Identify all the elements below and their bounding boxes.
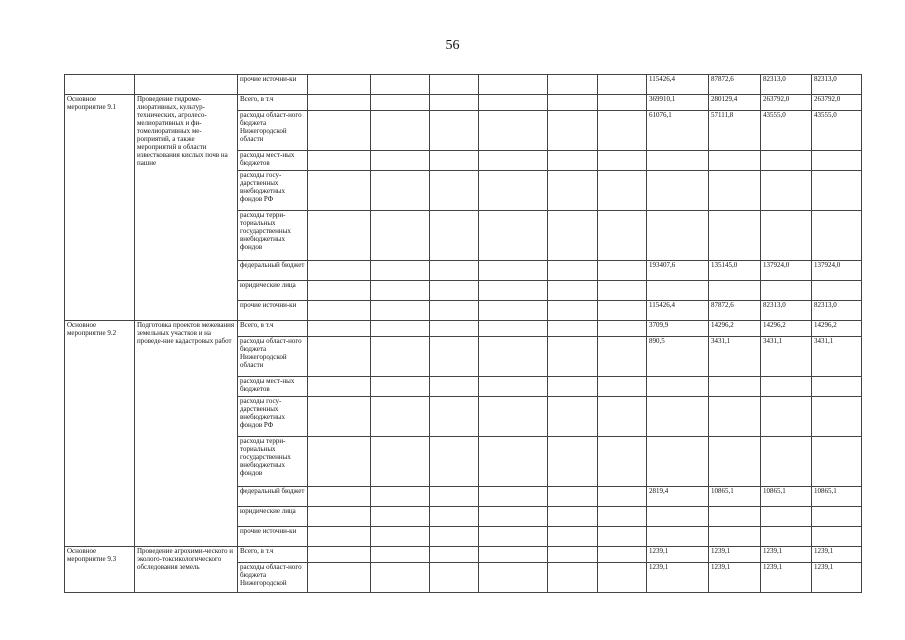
amount-cell — [761, 171, 812, 211]
empty-cell — [479, 151, 548, 171]
amount-cell: 115426,4 — [647, 75, 709, 95]
empty-cell — [479, 301, 548, 321]
empty-cell — [308, 171, 371, 211]
empty-cell — [598, 171, 647, 211]
amount-cell: 82313,0 — [761, 301, 812, 321]
amount-cell — [647, 527, 709, 547]
funding-source-cell: юридические лица — [238, 281, 308, 301]
amount-cell — [647, 437, 709, 487]
empty-cell — [548, 321, 598, 337]
empty-cell — [479, 95, 548, 111]
amount-cell: 10865,1 — [761, 487, 812, 507]
measure-description-cell: Проведение гидроме-лиоративных, культур-технических, агролесо-мелиоративных и фи-томелиоративных ме-роприятий, а также мероприятий в области известкования кислых почв на пашне — [135, 95, 238, 321]
empty-cell — [371, 321, 430, 337]
empty-cell — [598, 95, 647, 111]
empty-cell — [430, 437, 479, 487]
empty-cell — [548, 547, 598, 563]
amount-cell: 369910,1 — [647, 95, 709, 111]
empty-cell — [371, 337, 430, 377]
empty-cell — [548, 337, 598, 377]
amount-cell: 1239,1 — [761, 563, 812, 593]
empty-cell — [479, 397, 548, 437]
amount-cell: 57111,8 — [709, 111, 761, 151]
empty-cell — [548, 377, 598, 397]
empty-cell — [479, 547, 548, 563]
funding-source-cell: расходы мест-ных бюджетов — [238, 377, 308, 397]
empty-cell — [430, 321, 479, 337]
empty-cell — [308, 281, 371, 301]
amount-cell — [761, 211, 812, 261]
amount-cell — [647, 211, 709, 261]
empty-cell — [430, 487, 479, 507]
funding-source-cell: расходы област-ного бюджета Нижегородской области — [238, 337, 308, 377]
amount-cell: 1239,1 — [647, 547, 709, 563]
empty-cell — [479, 321, 548, 337]
empty-cell — [308, 507, 371, 527]
funding-source-cell: Всего, в т.ч — [238, 95, 308, 111]
amount-cell: 890,5 — [647, 337, 709, 377]
empty-cell — [479, 437, 548, 487]
empty-cell — [548, 563, 598, 593]
empty-cell — [479, 507, 548, 527]
amount-cell: 87872,6 — [709, 301, 761, 321]
funding-source-cell: расходы госу-дарственных внебюджетных фондов РФ — [238, 397, 308, 437]
empty-cell — [598, 563, 647, 593]
amount-cell: 1239,1 — [647, 563, 709, 593]
table-row — [65, 95, 862, 111]
empty-cell — [598, 321, 647, 337]
empty-cell — [371, 377, 430, 397]
amount-cell — [647, 171, 709, 211]
empty-cell — [430, 95, 479, 111]
funding-source-cell: прочие источни-ки — [238, 301, 308, 321]
amount-cell — [812, 397, 862, 437]
empty-cell — [548, 487, 598, 507]
empty-cell — [430, 527, 479, 547]
empty-cell — [598, 397, 647, 437]
amount-cell: 1239,1 — [761, 547, 812, 563]
amount-cell: 82313,0 — [812, 301, 862, 321]
measure-name-cell: Основное мероприятие 9.3 — [65, 547, 135, 593]
amount-cell: 193407,6 — [647, 261, 709, 281]
amount-cell — [812, 211, 862, 261]
amount-cell — [709, 507, 761, 527]
empty-cell — [598, 547, 647, 563]
empty-cell — [548, 437, 598, 487]
empty-cell — [430, 261, 479, 281]
amount-cell: 137924,0 — [761, 261, 812, 281]
amount-cell — [761, 507, 812, 527]
amount-cell: 137924,0 — [812, 261, 862, 281]
amount-cell — [647, 397, 709, 437]
empty-cell — [430, 377, 479, 397]
empty-cell — [371, 151, 430, 171]
amount-cell — [812, 377, 862, 397]
empty-cell — [548, 527, 598, 547]
amount-cell: 263792,0 — [761, 95, 812, 111]
empty-cell — [598, 261, 647, 281]
measure-description-cell: Подготовка проектов межевания земельных участков и на проведе-ние кадастровых работ — [135, 321, 238, 547]
empty-cell — [371, 487, 430, 507]
amount-cell: 3431,1 — [812, 337, 862, 377]
amount-cell: 1239,1 — [812, 563, 862, 593]
amount-cell: 14296,2 — [761, 321, 812, 337]
empty-cell — [371, 211, 430, 261]
amount-cell — [761, 281, 812, 301]
amount-cell: 1239,1 — [709, 563, 761, 593]
amount-cell: 14296,2 — [709, 321, 761, 337]
amount-cell — [709, 437, 761, 487]
amount-cell — [647, 507, 709, 527]
amount-cell — [761, 527, 812, 547]
amount-cell — [761, 377, 812, 397]
amount-cell — [647, 151, 709, 171]
empty-cell — [371, 397, 430, 437]
empty-cell — [548, 301, 598, 321]
empty-cell — [308, 563, 371, 593]
page-number: 56 — [445, 38, 460, 53]
empty-cell — [430, 301, 479, 321]
empty-cell — [479, 487, 548, 507]
empty-cell — [308, 95, 371, 111]
measure-name-cell — [65, 75, 135, 95]
empty-cell — [598, 507, 647, 527]
budget-table — [64, 74, 862, 593]
empty-cell — [548, 261, 598, 281]
empty-cell — [430, 75, 479, 95]
empty-cell — [371, 547, 430, 563]
empty-cell — [308, 437, 371, 487]
amount-cell: 43555,0 — [812, 111, 862, 151]
table-row — [65, 321, 862, 337]
amount-cell — [709, 397, 761, 437]
empty-cell — [430, 111, 479, 151]
measure-description-cell — [135, 75, 238, 95]
empty-cell — [479, 527, 548, 547]
amount-cell: 10865,1 — [709, 487, 761, 507]
funding-source-cell: юридические лица — [238, 507, 308, 527]
amount-cell — [812, 151, 862, 171]
funding-source-cell: расходы мест-ных бюджетов — [238, 151, 308, 171]
empty-cell — [548, 211, 598, 261]
amount-cell: 14296,2 — [812, 321, 862, 337]
empty-cell — [308, 377, 371, 397]
amount-cell: 82313,0 — [812, 75, 862, 95]
empty-cell — [371, 301, 430, 321]
measure-name-cell: Основное мероприятие 9.1 — [65, 95, 135, 321]
empty-cell — [548, 111, 598, 151]
empty-cell — [430, 151, 479, 171]
amount-cell — [812, 507, 862, 527]
empty-cell — [308, 397, 371, 437]
funding-source-cell: расходы терри-ториальных государственных внебюджетных фондов — [238, 211, 308, 261]
empty-cell — [479, 211, 548, 261]
empty-cell — [548, 151, 598, 171]
table-row — [65, 547, 862, 563]
amount-cell — [709, 151, 761, 171]
empty-cell — [430, 563, 479, 593]
empty-cell — [371, 437, 430, 487]
empty-cell — [598, 111, 647, 151]
amount-cell: 135145,0 — [709, 261, 761, 281]
empty-cell — [598, 527, 647, 547]
empty-cell — [548, 397, 598, 437]
empty-cell — [308, 301, 371, 321]
empty-cell — [430, 397, 479, 437]
empty-cell — [371, 111, 430, 151]
amount-cell: 263792,0 — [812, 95, 862, 111]
amount-cell: 61076,1 — [647, 111, 709, 151]
empty-cell — [430, 211, 479, 261]
amount-cell — [647, 281, 709, 301]
amount-cell: 3431,1 — [709, 337, 761, 377]
amount-cell: 2819,4 — [647, 487, 709, 507]
empty-cell — [598, 377, 647, 397]
empty-cell — [371, 563, 430, 593]
amount-cell: 3709,9 — [647, 321, 709, 337]
funding-source-cell: расходы област-ного бюджета Нижегородской — [238, 563, 308, 593]
amount-cell — [761, 437, 812, 487]
amount-cell: 1239,1 — [709, 547, 761, 563]
funding-source-cell: прочие источни-ки — [238, 527, 308, 547]
empty-cell — [598, 487, 647, 507]
empty-cell — [548, 281, 598, 301]
empty-cell — [479, 377, 548, 397]
empty-cell — [598, 437, 647, 487]
empty-cell — [479, 281, 548, 301]
empty-cell — [371, 95, 430, 111]
empty-cell — [430, 171, 479, 211]
funding-source-cell: расходы госу-дарственных внебюджетных фондов РФ — [238, 171, 308, 211]
empty-cell — [308, 75, 371, 95]
empty-cell — [308, 151, 371, 171]
amount-cell — [761, 397, 812, 437]
empty-cell — [598, 75, 647, 95]
empty-cell — [598, 301, 647, 321]
amount-cell: 82313,0 — [761, 75, 812, 95]
empty-cell — [479, 337, 548, 377]
funding-source-cell: федеральный бюджет — [238, 261, 308, 281]
empty-cell — [308, 337, 371, 377]
amount-cell — [812, 281, 862, 301]
empty-cell — [548, 95, 598, 111]
funding-source-cell: федеральный бюджет — [238, 487, 308, 507]
empty-cell — [548, 171, 598, 211]
amount-cell: 3431,1 — [761, 337, 812, 377]
amount-cell: 115426,4 — [647, 301, 709, 321]
amount-cell: 87872,6 — [709, 75, 761, 95]
empty-cell — [308, 321, 371, 337]
amount-cell — [709, 171, 761, 211]
empty-cell — [598, 151, 647, 171]
funding-source-cell: расходы област-ного бюджета Нижегородской области — [238, 111, 308, 151]
funding-source-cell: расходы терри-ториальных государственных внебюджетных фондов — [238, 437, 308, 487]
measure-description-cell: Проведение агрохими-ческого и эколого-токсикологического обследования земель — [135, 547, 238, 593]
empty-cell — [371, 507, 430, 527]
empty-cell — [430, 547, 479, 563]
measure-name-cell: Основное мероприятие 9.2 — [65, 321, 135, 547]
amount-cell: 43555,0 — [761, 111, 812, 151]
amount-cell — [812, 437, 862, 487]
empty-cell — [548, 507, 598, 527]
amount-cell — [709, 377, 761, 397]
empty-cell — [430, 337, 479, 377]
empty-cell — [430, 507, 479, 527]
empty-cell — [430, 281, 479, 301]
amount-cell — [812, 171, 862, 211]
empty-cell — [308, 211, 371, 261]
funding-source-cell: прочие источни-ки — [238, 75, 308, 95]
empty-cell — [371, 261, 430, 281]
empty-cell — [598, 211, 647, 261]
empty-cell — [479, 75, 548, 95]
empty-cell — [308, 527, 371, 547]
funding-source-cell: Всего, в т.ч — [238, 321, 308, 337]
table-row — [65, 75, 862, 95]
empty-cell — [308, 111, 371, 151]
amount-cell — [709, 211, 761, 261]
empty-cell — [308, 261, 371, 281]
empty-cell — [479, 171, 548, 211]
amount-cell — [647, 377, 709, 397]
empty-cell — [371, 527, 430, 547]
amount-cell — [812, 527, 862, 547]
empty-cell — [548, 75, 598, 95]
empty-cell — [371, 75, 430, 95]
amount-cell: 10865,1 — [812, 487, 862, 507]
empty-cell — [308, 547, 371, 563]
empty-cell — [598, 337, 647, 377]
empty-cell — [371, 171, 430, 211]
amount-cell — [761, 151, 812, 171]
amount-cell: 280129,4 — [709, 95, 761, 111]
empty-cell — [308, 487, 371, 507]
empty-cell — [479, 111, 548, 151]
empty-cell — [479, 563, 548, 593]
empty-cell — [371, 281, 430, 301]
amount-cell: 1239,1 — [812, 547, 862, 563]
amount-cell — [709, 527, 761, 547]
amount-cell — [709, 281, 761, 301]
funding-source-cell: Всего, в т.ч — [238, 547, 308, 563]
empty-cell — [598, 281, 647, 301]
empty-cell — [479, 261, 548, 281]
